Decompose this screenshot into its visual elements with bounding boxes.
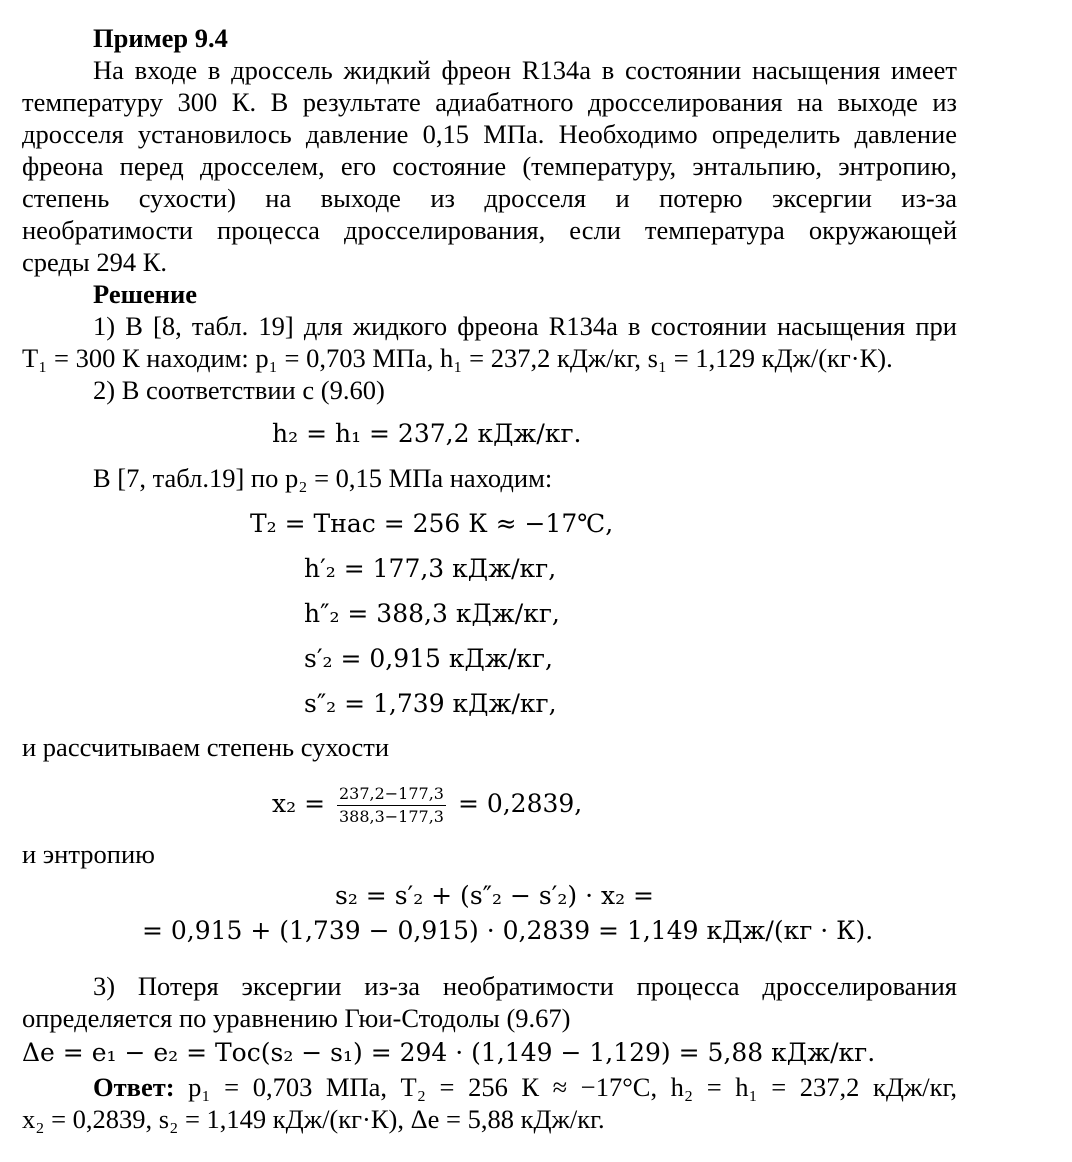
x2-numerator: 237,2−177,3 <box>337 783 446 806</box>
example-title: Пример 9.4 <box>93 23 228 53</box>
equation-h2: h₂ = h₁ = 237,2 кДж/кг. <box>272 419 582 448</box>
problem-line-3: дросселя установилось давление 0,15 МПа. Необходимо определить давление <box>22 119 957 149</box>
answer-line-1 <box>93 1071 957 1103</box>
step1-line-1: 1) В [8, табл. 19] для жидкого фреона R134a в состоянии насыщения при <box>93 311 957 341</box>
equation-s2-double-prime: s″₂ = 1,739 кДж/кг, <box>304 689 557 718</box>
equation-h2-double-prime: h″₂ = 388,3 кДж/кг, <box>304 599 560 628</box>
equation-s2-line-2: = 0,915 + (1,739 − 0,915) · 0,2839 = 1,149 кДж/(кг · К). <box>142 916 874 945</box>
equation-x2 <box>272 782 582 828</box>
table-reference: В [7, табл.19] по p₂ = 0,15 МПа находим: <box>93 463 553 493</box>
solution-heading: Решение <box>93 279 198 309</box>
x2-rhs: = 0,2839, <box>457 789 583 818</box>
dryness-intro: и рассчитываем степень сухости <box>22 732 390 762</box>
problem-line-5: степень сухости) на выходе из дросселя и потерю эксергии из-за <box>22 183 957 213</box>
problem-line-7: среды 294 К. <box>22 247 168 277</box>
x2-denominator: 388,3−177,3 <box>338 807 444 826</box>
problem-line-6: необратимости процесса дросселирования, если температура окружающей <box>22 215 957 245</box>
equation-T2: T₂ = Tнас = 256 К ≈ −17℃, <box>250 509 614 538</box>
equation-exergy-loss: Δe = e₁ − e₂ = Tос(s₂ − s₁) = 294 · (1,149 − 1,129) = 5,88 кДж/кг. <box>22 1038 876 1067</box>
entropy-intro: и энтропию <box>22 839 155 869</box>
answer-line-2: x₂ = 0,2839, s₂ = 1,149 кДж/(кг·К), Δe = 5,88 кДж/кг. <box>22 1104 605 1134</box>
answer-label: Ответ: <box>93 1072 175 1102</box>
problem-line-4: фреона перед дросселем, его состояние (температуру, энтальпию, энтропию, <box>22 151 957 181</box>
equation-h2-prime: h′₂ = 177,3 кДж/кг, <box>304 554 557 583</box>
problem-line-2: температуру 300 К. В результате адиабатного дросселирования на выходе из <box>22 87 957 117</box>
equation-s2-line-1: s₂ = s′₂ + (s″₂ − s′₂) · x₂ = <box>335 881 654 910</box>
answer-values-1: p₁ = 0,703 МПа, T₂ = 256 К ≈ −17°С, h₂ = h₁ = 237,2 кДж/кг, <box>188 1072 958 1102</box>
step1-line-2: T₁ = 300 К находим: p₁ = 0,703 МПа, h₁ = 237,2 кДж/кг, s₁ = 1,129 кДж/(кг·К). <box>22 343 893 373</box>
step3-line-1: 3) Потеря эксергии из-за необратимости процесса дросселирования <box>93 971 957 1001</box>
problem-line-1: На входе в дроссель жидкий фреон R134a в состоянии насыщения имеет <box>93 55 957 85</box>
x2-fraction <box>337 783 446 828</box>
step3-line-2: определяется по уравнению Гюи-Стодолы (9.67) <box>22 1003 571 1033</box>
step2-text: 2) В соответствии с (9.60) <box>93 375 385 405</box>
equation-s2-prime: s′₂ = 0,915 кДж/кг, <box>304 644 553 673</box>
x2-lhs: x₂ = <box>272 789 326 818</box>
